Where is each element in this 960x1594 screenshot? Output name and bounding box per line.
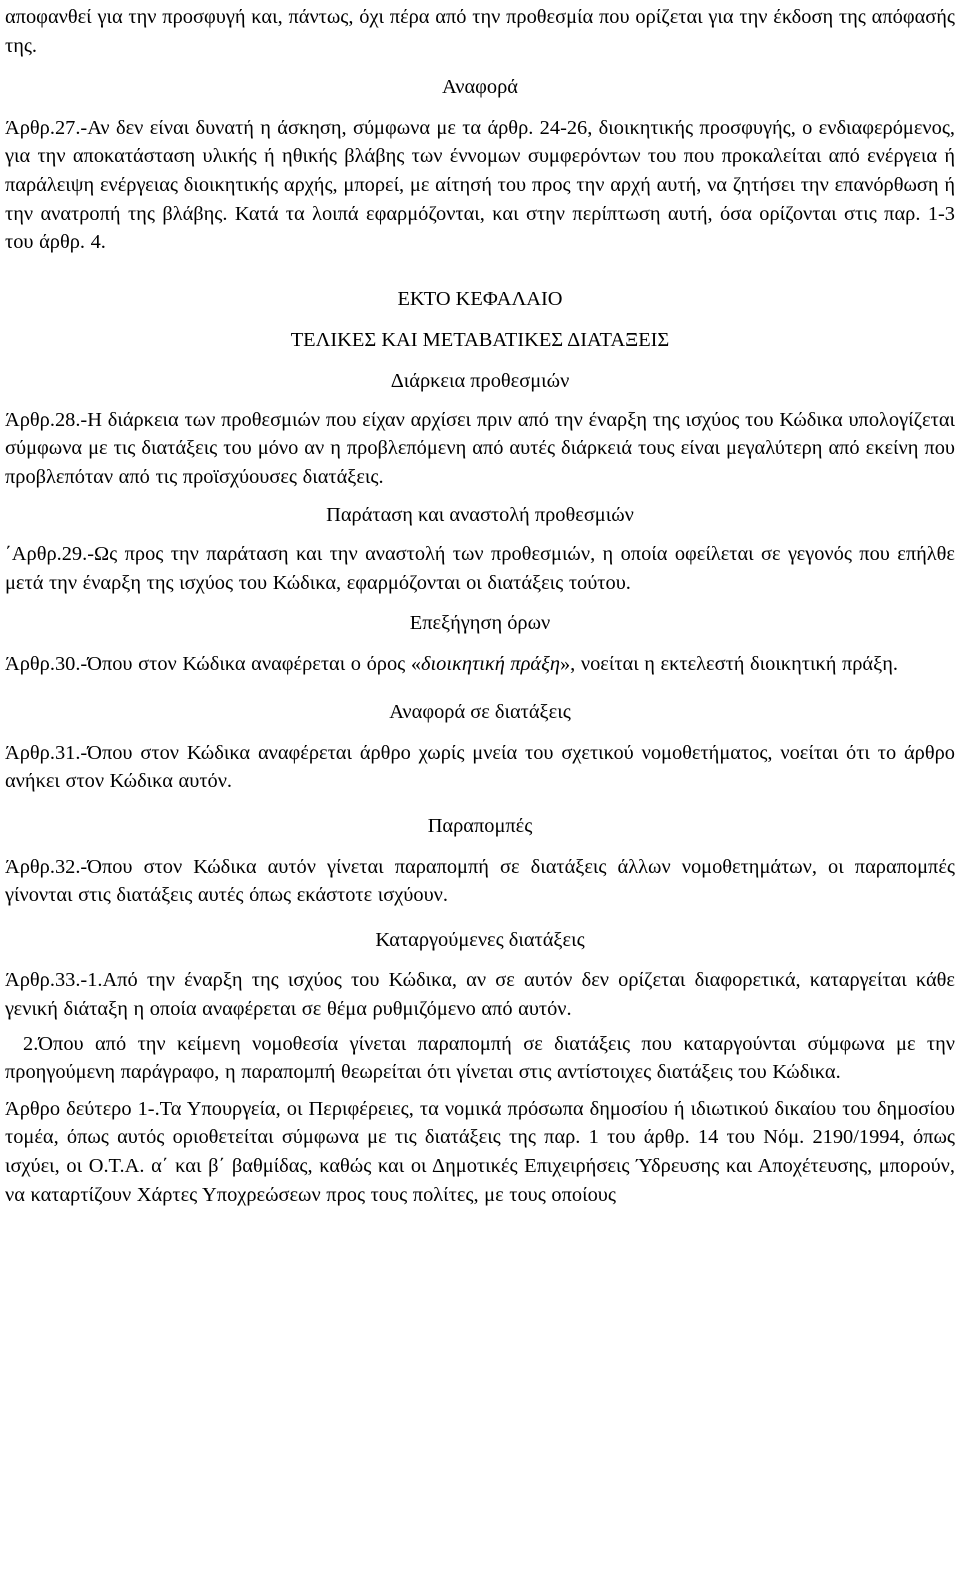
heading-anafora: Αναφορά — [442, 76, 518, 99]
heading-diarkeia: Διάρκεια προθεσμιών — [390, 369, 570, 392]
article-30 — [5, 650, 955, 679]
article-31: Άρθρ.31.-Όπου στον Κώδικα αναφέρεται άρθρο χωρίς μνεία του σχετικού νομοθετήματος, νοείται ότι το άρθρο ανήκει στον Κώδικα αυτόν. — [5, 741, 955, 793]
article-29: ΄Αρθρ.29.-Ως προς την παράταση και την αναστολή των προθεσμιών, η οποία οφείλεται σε γεγονός που επήλθε μετά την έναρξη της ισχύος του Κώδικα, εφαρμόζονται οι διατάξεις τούτου. — [5, 542, 955, 594]
article-33-paragraph-1: Άρθρ.33.-1.Από την έναρξη της ισχύος του Κώδικα, αν σε αυτόν δεν ορίζεται διαφορετικά, καταργείται κάθε γενική διάταξη η οποία αναφέρεται σε θέμα ρυθμιζόμενο από αυτόν. — [5, 969, 955, 1021]
article-30-prefix: Άρθρ.30.-Όπου στον Κώδικα αναφέρεται ο όρος « — [5, 652, 422, 675]
article-28: Άρθρ.28.-Η διάρκεια των προθεσμιών που είχαν αρχίσει πριν από την έναρξη της ισχύος του Κώδικα υπολογίζεται σύμφωνα με τις διατάξεις του μόνο αν η προβλεπόμενη από αυτές διάρκειά τους είναι μεγαλύτερη από εκείνη που προβλεπόταν από τις προϊσχύουσες διατάξεις. — [5, 408, 955, 488]
article-32: Άρθρ.32.-Όπου στον Κώδικα αυτόν γίνεται παραπομπή σε διατάξεις άλλων νομοθετημάτων, οι παραπομπές γίνονται στις διατάξεις αυτές όπως εκάστοτε ισχύουν. — [5, 855, 955, 907]
heading-anafora-diataxeis: Αναφορά σε διατάξεις — [389, 701, 571, 724]
article-27: Άρθρ.27.-Αν δεν είναι δυνατή η άσκηση, σύμφωνα με τα άρθρ. 24-26, διοικητικής προσφυγής, ο ενδιαφερόμενος, για την αποκατάσταση υλικής ή ηθικής βλάβης των έννομων συμφερόντων του που προκαλείται από ενέργεια ή παράλειψη ενέργειας διοικητικής αρχής, μπορεί, με αίτησή του προς την αρχή αυτή, να ζητήσει την επανόρθωση ή την ανατροπή της βλάβης. Κατά τα λοιπά εφαρμόζονται, και στην περίπτωση αυτή, όσα ορίζονται στις παρ. 1-3 του άρθρ. 4. — [5, 116, 955, 254]
article-33-paragraph-2: 2.Όπου από την κείμενη νομοθεσία γίνεται παραπομπή σε διατάξεις που καταργούνται σύμφωνα με την προηγούμενη παράγραφο, η παραπομπή θεωρείται ότι γίνεται στις αντίστοιχες διατάξεις του Κώδικα. — [5, 1032, 955, 1084]
article-26-tail: αποφανθεί για την προσφυγή και, πάντως, όχι πέρα από την προθεσμία που ορίζεται για την έκδοση της απόφασής της. — [5, 6, 955, 57]
article-second-paragraph-1: Άρθρο δεύτερο 1-.Τα Υπουργεία, οι Περιφέρειες, τα νομικά πρόσωπα δημοσίου ή ιδιωτικού δικαίου του δημοσίου τομέα, όπως αυτός οριοθετείται σύμφωνα με τις διατάξεις της παρ. 1 του άρθρ. 14 του Νόμ. 2190/1994, όπως ισχύει, οι Ο.Τ.Α. α΄ και β΄ βαθμίδας, καθώς και οι Δημοτικές Επιχειρήσεις Ύδρευσης και Αποχέτευσης, μπορούν, να καταρτίζουν Χάρτες Υποχρεώσεων προς τους πολίτες, με τους οποίους — [5, 1097, 955, 1206]
heading-parapompes: Παραπομπές — [427, 815, 533, 838]
chapter-subtitle: ΤΕΛΙΚΕΣ ΚΑΙ ΜΕΤΑΒΑΤΙΚΕΣ ΔΙΑΤΑΞΕΙΣ — [290, 329, 670, 352]
article-30-term: διοικητική πράξη — [421, 652, 560, 675]
heading-katargoumenes: Καταργούμενες διατάξεις — [375, 928, 585, 951]
heading-paratasi: Παράταση και αναστολή προθεσμιών — [326, 504, 634, 527]
chapter-title: ΕΚΤΟ ΚΕΦΑΛΑΙΟ — [397, 287, 563, 310]
heading-epexigisi: Επεξήγηση όρων — [409, 612, 551, 635]
article-30-suffix: », νοείται η εκτελεστή διοικητική πράξη. — [559, 652, 898, 675]
document-page — [5, 3, 955, 1209]
